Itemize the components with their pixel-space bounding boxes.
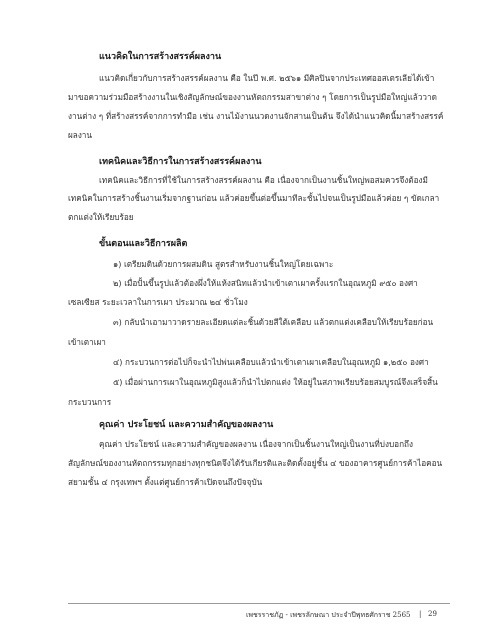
paragraph-line: ผลงาน [68, 130, 93, 140]
footer-rule [68, 603, 450, 604]
page-number: 29 [428, 610, 437, 618]
list-item: ๕) เมื่อผ่านการเผาในอุณหภูมิสูงแล้วก็นำไปตกแต่ง ให้อยู่ในสภาพเรียบร้อยสมบูรณ์จึงเสร็จสิ้น [113, 377, 438, 387]
paragraph-line: คุณค่า ประโยชน์ และความสำคัญของผลงาน เนื่องจากเป็นชิ้นงานใหญ่เป็นงานที่บ่งบอกถึง [99, 439, 413, 449]
section-heading-concept: แนวคิดในการสร้างสรรค์ผลงาน [99, 52, 222, 62]
paragraph-line: ตกแต่งให้เรียบร้อย [68, 212, 134, 222]
paragraph-line: เทคนิคในการสร้างชิ้นงานเริ่มจากฐานก่อน แล้วค่อยขึ้นต่อขึ้นมาทีละชั้นไปจนเป็นรูปมือแล้วค่อย ๆ ขัดเกลา [68, 193, 440, 203]
paragraph-line: สยามชั้น ๔ กรุงเทพฯ ตั้งแต่ศูนย์การค้าเปิดจนถึงปัจจุบัน [68, 477, 263, 487]
section-heading-value: คุณค่า ประโยชน์ และความสำคัญของผลงาน [99, 420, 274, 430]
list-item: ๓) กลับนำเอามาวาดรายละเอียดแต่ละชิ้นด้วยสีใต้เคลือบ แล้วตกแต่งเคลือบให้เรียบร้อยก่อน [113, 317, 434, 327]
section-heading-technique: เทคนิคและวิธีการในการสร้างสรรค์ผลงาน [99, 157, 262, 167]
list-item: ๒) เมื่อปั้นขึ้นรูปแล้วต้องผึ่งให้แห้งสนิทแล้วนำเข้าเตาเผาครั้งแรกในอุณหภูมิ ๙๕๐ องศา [113, 278, 418, 288]
paragraph-line: เทคนิคและวิธีการที่ใช้ในการสร้างสรรค์ผลงาน คือ เนื่องจากเป็นงานชิ้นใหญ่พอสมควรจึงต้องมี [99, 175, 428, 185]
list-item: ๔) กระบวนการต่อไปก็จะนำไปพ่นเคลือบแล้วนำเข้าเตาเผาเคลือบในอุณหภูมิ ๑,๒๕๐ องศา [113, 357, 429, 367]
paragraph-line: แนวคิดเกี่ยวกับการสร้างสรรค์ผลงาน คือ ในปี พ.ศ. ๒๕๖๑ มีศิลปินจากประเทศออสเตรเลียได้เข้า [99, 73, 435, 83]
footer-journal-title: เพชรราชภัฏ - เพชรลักษณา ประจำปีพุทธศักราช 2565 [246, 611, 411, 619]
paragraph-line: เซลเซียส ระยะเวลาในการเผา ประมาณ ๒๔ ชั่วโมง [68, 297, 248, 307]
list-item: ๑) เตรียมดินด้วยการผสมดิน สูตรสำหรับงานชิ้นใหญ่โดยเฉพาะ [113, 259, 334, 269]
paragraph-line: สัญลักษณ์ของงานหัตถกรรมทุกอย่างทุกชนิดจึงได้รับเกียรติและติดตั้งอยู่ชั้น ๔ ของอาคารศูนย์การค้าไอคอน [68, 458, 443, 468]
paragraph-line: กระบวนการ [68, 397, 112, 407]
paragraph-line: มาขอความร่วมมือสร้างงานในเชิงสัญลักษณ์ของงานหัตถกรรมสาขาต่าง ๆ โดยการเป็นรูปมือใหญ่แล้ววาด [68, 92, 437, 102]
footer-separator: | [419, 610, 422, 618]
paragraph-line: งานต่าง ๆ ที่สร้างสรรค์จากการทำมือ เช่น งานไม้งานนวดงานจักสานเป็นต้น จึงได้นำแนวคิดนี้มาสร้างสรรค์ [68, 111, 444, 121]
section-heading-process: ขั้นตอนและวิธีการผลิต [99, 239, 188, 249]
paragraph-line: เข้าเตาเผา [68, 337, 106, 347]
